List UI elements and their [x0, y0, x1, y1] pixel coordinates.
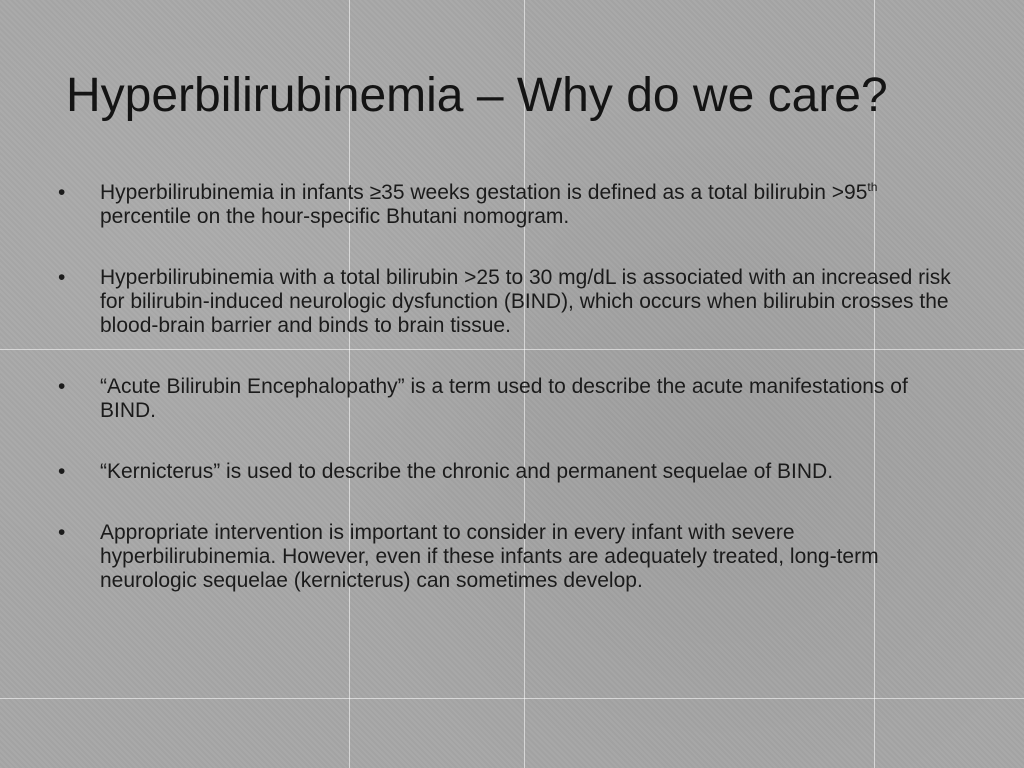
bullet-item — [58, 181, 958, 229]
bullet-dot-icon: • — [58, 266, 66, 289]
bullet-item — [58, 266, 958, 338]
bullet-item — [58, 521, 958, 593]
bullet-item — [58, 460, 958, 484]
bullet-text: Appropriate intervention is important to consider in every infant with severe hyperbilirubinemia. However, even if these infants are adequately treated, long-term neurologic sequelae (kernicterus) can sometimes develop. — [100, 521, 879, 592]
bullet-dot-icon: • — [58, 521, 66, 544]
bullet-text: percentile on the hour-specific Bhutani nomogram. — [100, 205, 570, 228]
bullet-text: “Acute Bilirubin Encephalopathy” is a term used to describe the acute manifestations of BIND. — [100, 375, 908, 422]
bullet-dot-icon: • — [58, 181, 66, 204]
bullet-text: Hyperbilirubinemia in infants ≥35 weeks gestation is defined as a total bilirubin >95 — [100, 181, 868, 204]
superscript-text: th — [867, 180, 878, 194]
slide-title: Hyperbilirubinemia – Why do we care? — [66, 69, 888, 122]
bullet-dot-icon: • — [58, 460, 66, 483]
bullet-text: “Kernicterus” is used to describe the chronic and permanent sequelae of BIND. — [100, 460, 834, 483]
bullet-item — [58, 375, 958, 423]
bullet-list — [58, 181, 958, 630]
background-grid-line — [0, 698, 1024, 699]
bullet-text: Hyperbilirubinemia with a total bilirubin >25 to 30 mg/dL is associated with an increased risk for bilirubin-induced neurologic dysfunction (BIND), which occurs when bilirubin crosses the blood-brain barrier and binds to brain tissue. — [100, 266, 951, 337]
bullet-dot-icon: • — [58, 375, 66, 398]
